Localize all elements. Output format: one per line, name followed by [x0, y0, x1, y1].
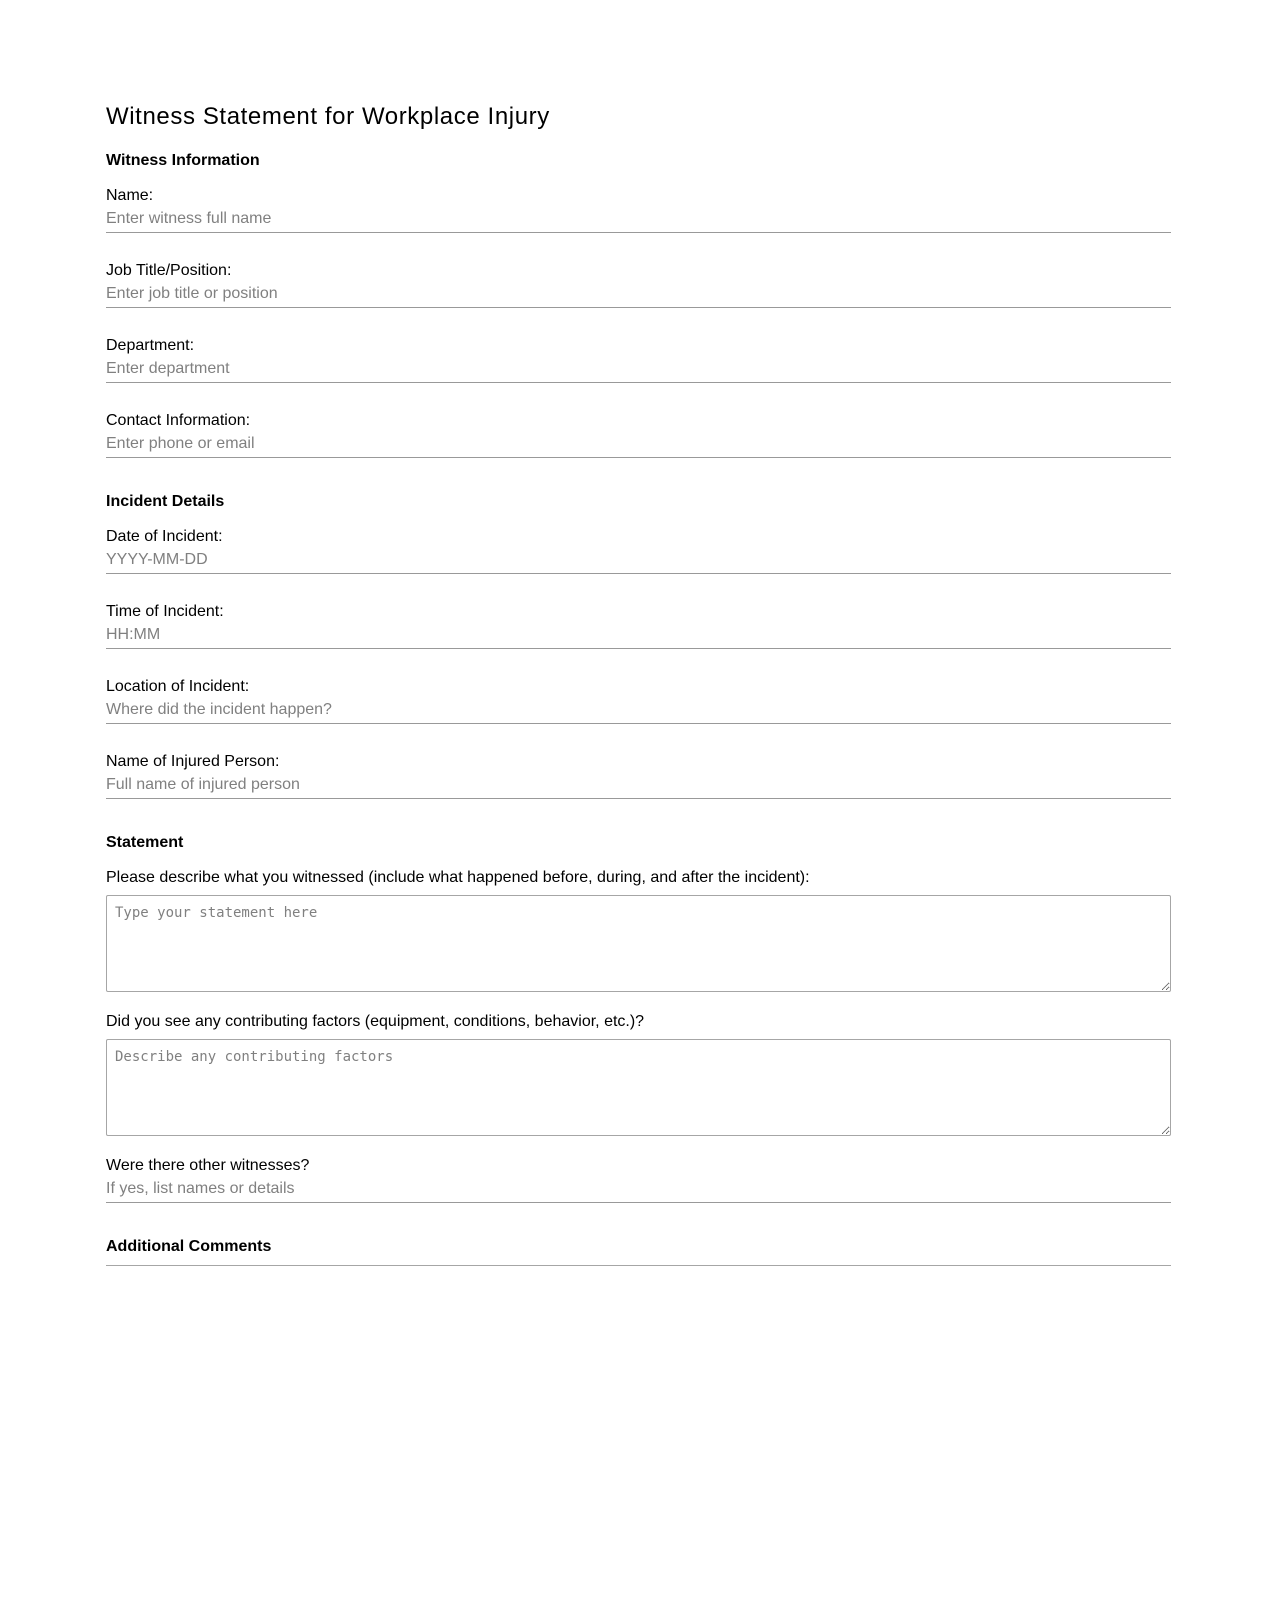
- department-label: Department:: [106, 337, 195, 354]
- section-title-incident: Incident Details: [106, 493, 225, 510]
- injured-person-label: Name of Injured Person:: [106, 753, 280, 770]
- section-title-statement: Statement: [106, 834, 184, 851]
- time-input[interactable]: [106, 622, 1171, 649]
- witness-section-heading: [106, 151, 1171, 171]
- comments-textarea-clip: [106, 1265, 1171, 1266]
- injured-person-input[interactable]: [106, 772, 1171, 799]
- factors-field: [106, 1012, 1171, 1136]
- date-label: Date of Incident:: [106, 528, 223, 545]
- statement-section-heading: [106, 833, 1171, 853]
- other-witnesses-input[interactable]: [106, 1176, 1171, 1203]
- factors-textarea[interactable]: [106, 1039, 1171, 1136]
- location-input[interactable]: [106, 697, 1171, 724]
- department-input[interactable]: [106, 356, 1171, 383]
- date-input[interactable]: [106, 547, 1171, 574]
- contact-input[interactable]: [106, 431, 1171, 458]
- factors-label: Did you see any contributing factors (equipment, conditions, behavior, etc.)?: [106, 1013, 645, 1030]
- injured-person-field: [106, 752, 1171, 799]
- name-field: [106, 186, 1171, 233]
- describe-label: Please describe what you witnessed (include what happened before, during, and after the incident):: [106, 869, 810, 886]
- time-label: Time of Incident:: [106, 603, 224, 620]
- contact-label: Contact Information:: [106, 412, 251, 429]
- time-field: [106, 602, 1171, 649]
- job-title-field: [106, 261, 1171, 308]
- job-title-label: Job Title/Position:: [106, 262, 232, 279]
- location-field: [106, 677, 1171, 724]
- comments-textarea[interactable]: [106, 1265, 1171, 1266]
- section-title-comments: Additional Comments: [106, 1238, 272, 1255]
- section-title-witness: Witness Information: [106, 152, 260, 169]
- name-label: Name:: [106, 187, 154, 204]
- form-page: [106, 0, 1171, 1255]
- department-field: [106, 336, 1171, 383]
- describe-field: [106, 868, 1171, 992]
- name-input[interactable]: [106, 206, 1171, 233]
- date-field: [106, 527, 1171, 574]
- location-label: Location of Incident:: [106, 678, 250, 695]
- page-title: Witness Statement for Workplace Injury: [106, 103, 550, 130]
- job-title-input[interactable]: [106, 281, 1171, 308]
- contact-field: [106, 411, 1171, 458]
- other-witnesses-label: Were there other witnesses?: [106, 1157, 310, 1174]
- incident-section-heading: [106, 492, 1171, 512]
- other-witnesses-field: [106, 1156, 1171, 1203]
- statement-textarea[interactable]: [106, 895, 1171, 992]
- comments-section-heading: [106, 1237, 1171, 1257]
